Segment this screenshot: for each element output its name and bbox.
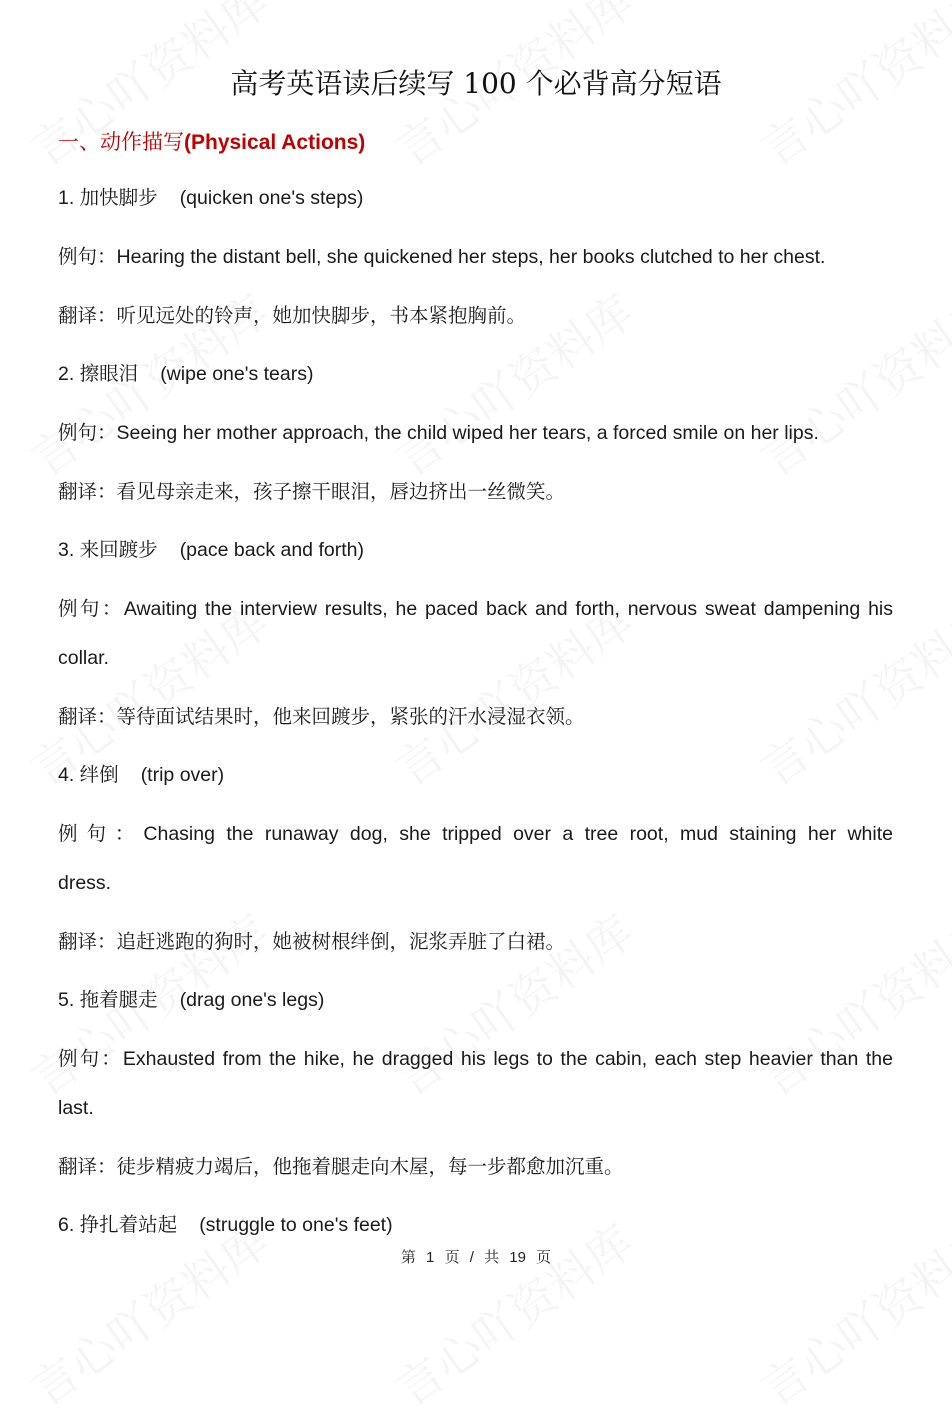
translation-text: 听见远处的铃声，她加快脚步，书本紧抱胸前。 bbox=[116, 304, 527, 327]
phrase-6 bbox=[58, 1201, 893, 1250]
phrase-cn: 4. 绊倒 bbox=[58, 764, 119, 786]
document-body bbox=[58, 174, 893, 1259]
example-text: Hearing the distant bell, she quickened her steps, her books clutched to her chest. bbox=[116, 246, 826, 268]
example-label: 例句： bbox=[58, 822, 144, 845]
phrase-4 bbox=[58, 751, 893, 800]
translation-label: 翻译： bbox=[58, 705, 117, 728]
translation-text: 等待面试结果时，他来回踱步，紧张的汗水浸湿衣领。 bbox=[116, 705, 585, 728]
translation-label: 翻译： bbox=[58, 304, 117, 327]
translation-5 bbox=[58, 1142, 893, 1192]
translation-label: 翻译： bbox=[58, 480, 117, 503]
translation-4 bbox=[58, 917, 893, 967]
example-5 bbox=[58, 1034, 893, 1133]
example-text: Chasing the runaway dog, she tripped over a tree root, mud staining her white dress. bbox=[58, 823, 893, 894]
section-heading bbox=[58, 126, 365, 156]
example-text: Exhausted from the hike, he dragged his legs to the cabin, each step heavier than the last. bbox=[58, 1048, 893, 1119]
translation-label: 翻译： bbox=[58, 930, 117, 953]
phrase-cn: 2. 擦眼泪 bbox=[58, 363, 139, 385]
section-heading-cn: 一、动作描写 bbox=[58, 131, 184, 154]
phrase-5 bbox=[58, 976, 893, 1025]
section-heading-en: (Physical Actions) bbox=[184, 131, 366, 154]
phrase-en: (quicken one's steps) bbox=[179, 187, 364, 209]
example-text: Seeing her mother approach, the child wiped her tears, a forced smile on her lips. bbox=[116, 422, 819, 444]
translation-text: 看见母亲走来，孩子擦干眼泪，唇边挤出一丝微笑。 bbox=[116, 480, 566, 503]
translation-text: 徒步精疲力竭后，他拖着腿走向木屋，每一步都愈加沉重。 bbox=[116, 1155, 624, 1178]
example-1 bbox=[58, 232, 893, 282]
phrase-3 bbox=[58, 526, 893, 575]
example-label: 例句： bbox=[58, 245, 117, 268]
translation-2 bbox=[58, 467, 893, 517]
example-label: 例句： bbox=[58, 1047, 123, 1070]
phrase-cn: 6. 挣扎着站起 bbox=[58, 1214, 178, 1236]
phrase-en: (pace back and forth) bbox=[179, 539, 364, 561]
page-footer: 第 1 页 / 共 19 页 bbox=[400, 1249, 552, 1266]
phrase-cn: 1. 加快脚步 bbox=[58, 187, 158, 209]
example-label: 例句： bbox=[58, 597, 124, 620]
phrase-1 bbox=[58, 174, 893, 223]
phrase-en: (trip over) bbox=[140, 764, 225, 786]
translation-label: 翻译： bbox=[58, 1155, 117, 1178]
example-text: Awaiting the interview results, he paced back and forth, nervous sweat dampening his collar. bbox=[58, 598, 893, 669]
phrase-en: (wipe one's tears) bbox=[160, 363, 314, 385]
phrase-cn: 3. 来回踱步 bbox=[58, 539, 158, 561]
phrase-en: (struggle to one's feet) bbox=[199, 1214, 393, 1236]
example-2 bbox=[58, 408, 893, 458]
example-3 bbox=[58, 584, 893, 683]
translation-text: 追赶逃跑的狗时，她被树根绊倒，泥浆弄脏了白裙。 bbox=[116, 930, 566, 953]
phrase-en: (drag one's legs) bbox=[179, 989, 325, 1011]
phrase-2 bbox=[58, 350, 893, 399]
document-title: 高考英语读后续写 100 个必背高分短语 bbox=[230, 67, 722, 100]
phrase-cn: 5. 拖着腿走 bbox=[58, 989, 158, 1011]
translation-3 bbox=[58, 692, 893, 742]
translation-1 bbox=[58, 291, 893, 341]
example-label: 例句： bbox=[58, 421, 117, 444]
example-4 bbox=[58, 809, 893, 908]
